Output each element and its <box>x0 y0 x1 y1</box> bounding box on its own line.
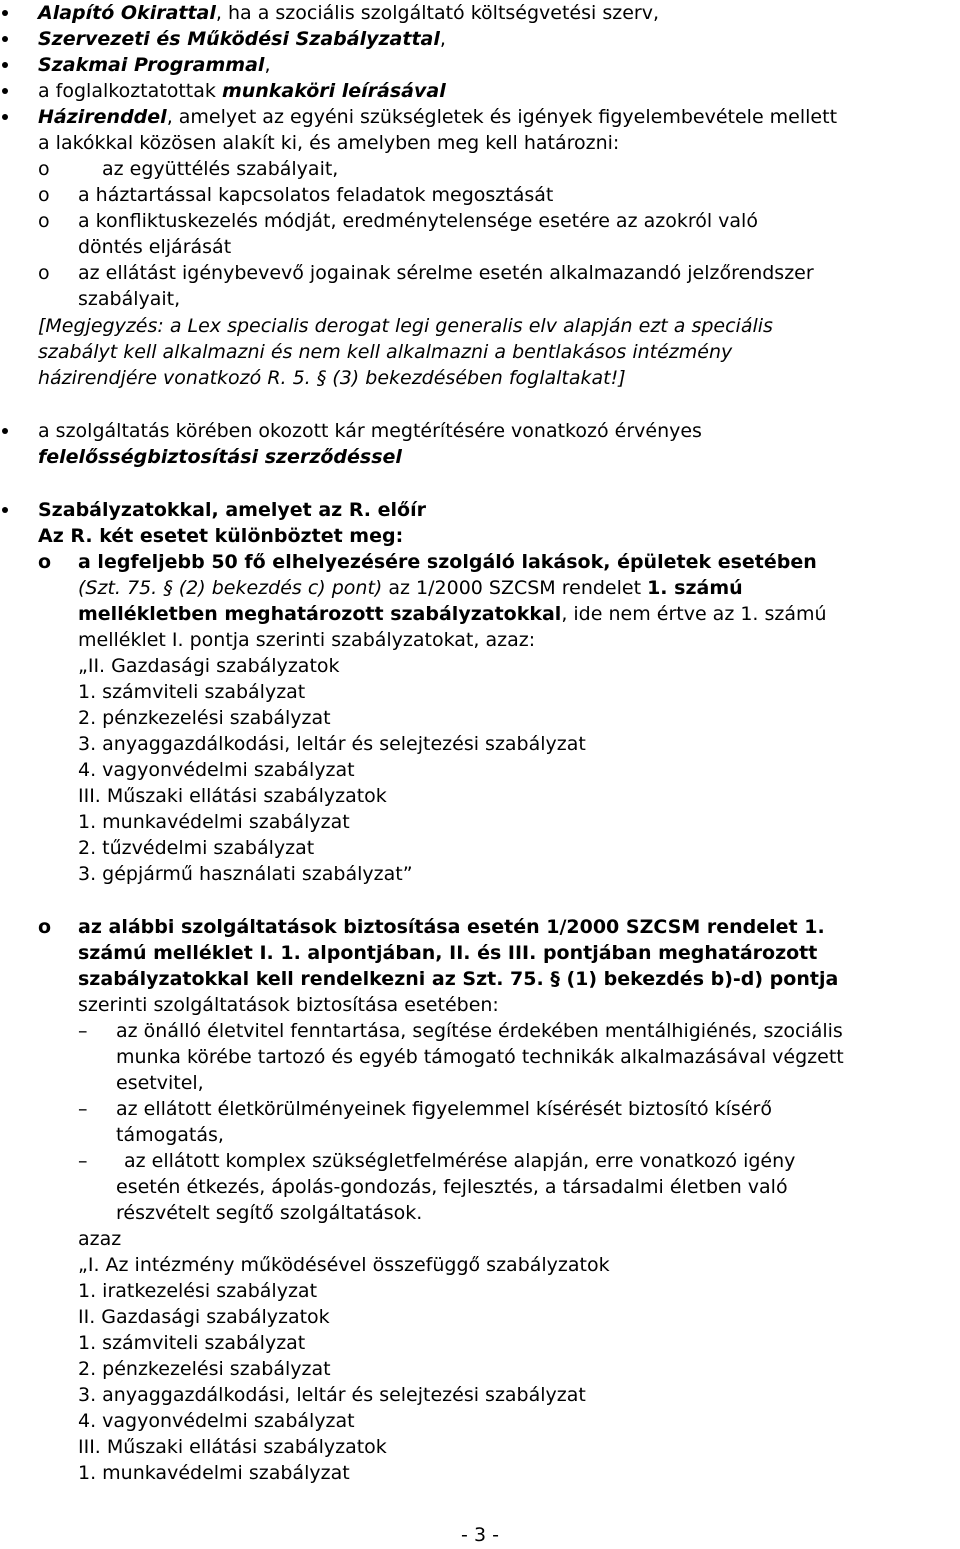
dash-item: az ellátott életkörülményeinek figyelemmel kísérését biztosító kísérő <box>116 1098 772 1120</box>
sub-item: a háztartással kapcsolatos feladatok megosztását <box>78 184 554 206</box>
bullet-dot <box>2 36 8 42</box>
bullet-dot <box>2 507 8 513</box>
reg-item: 1. számviteli szabályzat <box>78 1332 306 1354</box>
law-ref: (Szt. 75. § (2) bekezdés c) pont) <box>78 577 383 599</box>
reg-item: 4. vagyonvédelmi szabályzat <box>78 759 355 781</box>
text: , ide nem értve az 1. számú <box>561 603 827 625</box>
reg-item: 2. pénzkezelési szabályzat <box>78 1358 331 1380</box>
bullet-dot <box>2 114 8 120</box>
circle-marker: o <box>38 262 50 284</box>
doc-ref: munkaköri leírásával <box>221 80 446 102</box>
note-line: házirendjére vonatkozó R. 5. § (3) bekezdésében foglaltakat!] <box>38 367 626 389</box>
dash-item-cont: munka körébe tartozó és egyéb támogató technikák alkalmazásával végzett <box>116 1046 844 1068</box>
text: a legfeljebb 50 fő elhelyezésére szolgáló lakások, épületek esetében <box>78 551 817 573</box>
text: a foglalkoztatottak <box>38 80 222 102</box>
dash-item: az ellátott komplex szükségletfelmérése alapján, erre vonatkozó igény <box>124 1150 796 1172</box>
sub-item-cont: döntés eljárását <box>78 236 232 258</box>
text: 1. számú <box>647 577 743 599</box>
note-line: szabályt kell alkalmazni és nem kell alkalmazni a bentlakásos intézmény <box>38 341 733 363</box>
dash-item-cont: támogatás, <box>116 1124 224 1146</box>
reg-item: 3. anyaggazdálkodási, leltár és selejtezési szabályzat <box>78 1384 586 1406</box>
reg-item: 1. munkavédelmi szabályzat <box>78 1462 350 1484</box>
doc-ref: Házirenddel <box>38 106 167 128</box>
circle-marker: o <box>38 551 52 573</box>
doc-ref: Szakmai Programmal <box>38 54 265 76</box>
circle-marker: o <box>38 184 50 206</box>
text: , ha a szociális szolgáltató költségvetési szerv, <box>215 2 659 24</box>
bullet-dot <box>2 88 8 94</box>
text: melléklet I. pontja szerinti szabályzatokat, azaz: <box>78 629 536 651</box>
text: az 1/2000 SZCSM rendelet <box>382 577 648 599</box>
reg-item: II. Gazdasági szabályzatok <box>78 1306 330 1328</box>
text: számú melléklet I. 1. alpontjában, II. és III. pontjában meghatározott <box>78 942 818 964</box>
bullet-dot <box>2 62 8 68</box>
note-line: [Megjegyzés: a Lex specialis derogat legi generalis elv alapján ezt a speciális <box>38 315 773 337</box>
text: , <box>439 28 446 50</box>
dash-marker: – <box>78 1098 88 1120</box>
circle-marker: o <box>38 158 50 180</box>
reg-item: „I. Az intézmény működésével összefüggő szabályzatok <box>78 1254 610 1276</box>
sub-item: a konfliktuskezelés módját, eredménytelensége esetére az azokról való <box>78 210 758 232</box>
text: felelősségbiztosítási szerződéssel <box>38 446 402 468</box>
dash-item: az önálló életvitel fenntartása, segítése érdekében mentálhigiénés, szociális <box>116 1020 843 1042</box>
dash-item-cont: esetén étkezés, ápolás-gondozás, fejlesztés, a társadalmi életben való <box>116 1176 788 1198</box>
text: , amelyet az egyéni szükségletek és igények figyelembevétele mellett <box>166 106 838 128</box>
sub-item: az ellátást igénybevevő jogainak sérelme esetén alkalmazandó jelzőrendszer <box>78 262 814 284</box>
dash-item-cont: esetvitel, <box>116 1072 204 1094</box>
dash-marker: – <box>78 1150 88 1172</box>
page-number: - 3 - <box>461 1524 499 1546</box>
reg-item: 1. iratkezelési szabályzat <box>78 1280 318 1302</box>
text: Szabályzatokkal, amelyet az R. előír <box>38 499 426 521</box>
reg-item: 1. számviteli szabályzat <box>78 681 306 703</box>
reg-item: 4. vagyonvédelmi szabályzat <box>78 1410 355 1432</box>
doc-ref: Alapító Okirattal <box>38 2 216 24</box>
sub-item: az együttélés szabályait, <box>102 158 339 180</box>
circle-marker: o <box>38 916 52 938</box>
text: az alábbi szolgáltatások biztosítása esetén 1/2000 SZCSM rendelet 1. <box>78 916 825 938</box>
doc-ref: Szervezeti és Működési Szabályzattal <box>38 28 440 50</box>
reg-item: III. Műszaki ellátási szabályzatok <box>78 785 387 807</box>
text: Az R. két esetet különböztet meg: <box>38 525 404 547</box>
reg-item: 3. anyaggazdálkodási, leltár és selejtezési szabályzat <box>78 733 586 755</box>
text: a lakókkal közösen alakít ki, és amelyben meg kell határozni: <box>38 132 620 154</box>
reg-item: „II. Gazdasági szabályzatok <box>78 655 340 677</box>
reg-item: III. Műszaki ellátási szabályzatok <box>78 1436 387 1458</box>
circle-marker: o <box>38 210 50 232</box>
text: szerinti szolgáltatások biztosítása esetében: <box>78 994 499 1016</box>
dash-item-cont: részvételt segítő szolgáltatások. <box>116 1202 423 1224</box>
text: a szolgáltatás körében okozott kár megtérítésére vonatkozó érvényes <box>38 420 702 442</box>
text: szabályzatokkal kell rendelkezni az Szt. 75. § (1) bekezdés b)-d) pontja <box>78 968 839 990</box>
text: azaz <box>78 1228 122 1250</box>
reg-item: 2. pénzkezelési szabályzat <box>78 707 331 729</box>
sub-item-cont: szabályait, <box>78 288 181 310</box>
reg-item: 3. gépjármű használati szabályzat” <box>78 863 413 885</box>
reg-item: 2. tűzvédelmi szabályzat <box>78 837 315 859</box>
bullet-dot <box>2 10 8 16</box>
dash-marker: – <box>78 1020 88 1042</box>
text: , <box>264 54 271 76</box>
text: mellékletben meghatározott szabályzatokkal <box>78 603 562 625</box>
reg-item: 1. munkavédelmi szabályzat <box>78 811 350 833</box>
bullet-dot <box>2 428 8 434</box>
